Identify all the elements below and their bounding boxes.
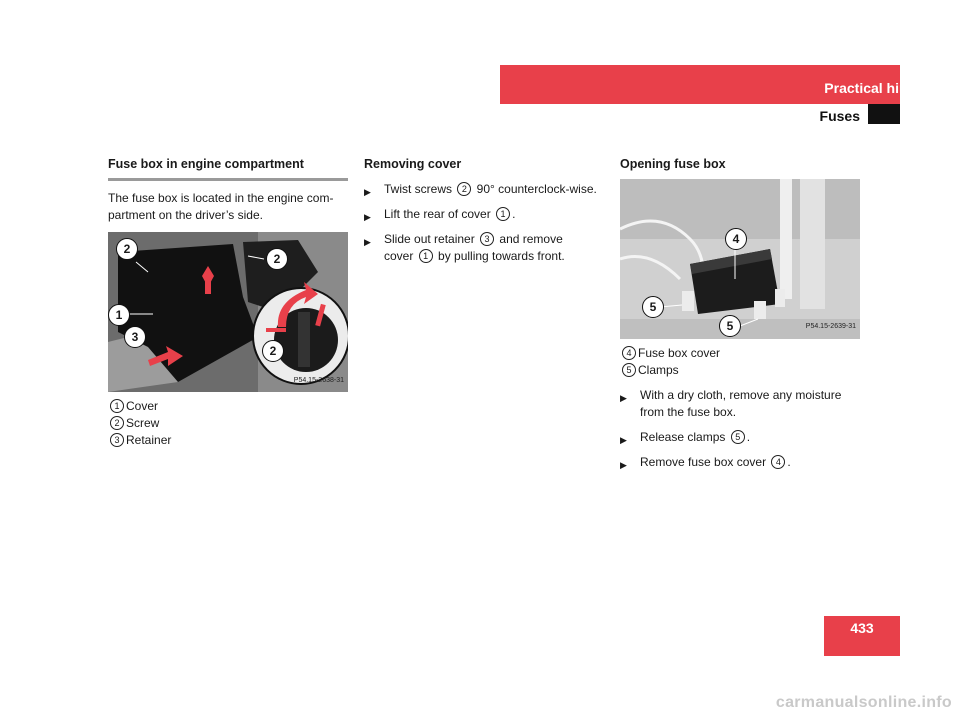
figure1-code: P54.15-2638-31	[293, 377, 344, 384]
step-number: 1	[419, 249, 433, 263]
figure2-callout: 4	[725, 228, 747, 250]
legend-number: 4	[622, 346, 636, 360]
step-text: With a dry cloth, remove any moisture from the fuse box.	[640, 388, 842, 419]
step-text: Remove fuse box cover	[640, 455, 770, 469]
column-opening-fuse-box	[620, 156, 860, 479]
figure1-callout: 1	[108, 304, 130, 326]
step-arrow-icon: ▶	[364, 212, 371, 222]
step-text: .	[787, 455, 791, 469]
section-title: Practical hints	[824, 80, 920, 96]
step-text: .	[512, 207, 516, 221]
step-text: Lift the rear of cover	[384, 207, 495, 221]
fuse-box-figure	[620, 179, 860, 339]
step-number: 2	[457, 182, 471, 196]
figure2-callout: 5	[642, 296, 664, 318]
legend-item	[108, 432, 348, 449]
instruction-step	[364, 181, 604, 198]
heading-opening-fuse-box: Opening fuse box	[620, 157, 726, 171]
engine-compartment-figure	[108, 232, 348, 392]
legend-text: Screw	[126, 416, 160, 430]
legend-text: Fuse box cover	[638, 346, 721, 360]
figure1-callout: 3	[124, 326, 146, 348]
legend-number: 3	[110, 433, 124, 447]
legend-number: 1	[110, 399, 124, 413]
step-text: cover	[384, 249, 417, 263]
heading-rule	[108, 178, 348, 181]
legend-item	[108, 415, 348, 432]
step-arrow-icon: ▶	[364, 187, 371, 197]
step-text: by pulling towards front.	[434, 249, 565, 263]
figure1-callout: 2	[266, 248, 288, 270]
instruction-step	[364, 206, 604, 223]
figure2-legend	[620, 345, 860, 379]
step-text: Slide out retainer	[384, 232, 479, 246]
instruction-step	[364, 231, 604, 265]
figure1-legend	[108, 398, 348, 449]
step-arrow-icon: ▶	[620, 460, 627, 470]
column-fuse-box-location	[108, 156, 348, 449]
heading-fuse-box: Fuse box in engine compartment	[108, 157, 304, 171]
page-number: 433	[850, 620, 874, 636]
column-removing-cover	[364, 156, 604, 273]
step-arrow-icon: ▶	[364, 237, 371, 247]
step-arrow-icon: ▶	[620, 435, 627, 445]
legend-text: Retainer	[126, 433, 172, 447]
step-text: 90° counterclock-wise.	[473, 182, 597, 196]
header-block	[868, 104, 900, 124]
legend-number: 5	[622, 363, 636, 377]
step-number: 1	[496, 207, 510, 221]
subsection-title: Fuses	[819, 108, 860, 124]
figure1-callout: 2	[262, 340, 284, 362]
step-number: 4	[771, 455, 785, 469]
watermark[interactable]: carmanualsonline.info	[775, 694, 952, 711]
figure1-callout: 2	[116, 238, 138, 260]
intro-text: The fuse box is located in the engine com-partment on the driver’s side.	[108, 191, 334, 222]
instruction-step	[620, 429, 860, 446]
step-text: .	[746, 430, 751, 444]
figure2-code: P54.15-2639-31	[805, 323, 856, 330]
legend-text: Clamps	[638, 363, 679, 377]
instruction-step	[620, 454, 860, 471]
legend-text: Cover	[126, 399, 159, 413]
step-arrow-icon: ▶	[620, 393, 627, 403]
legend-item	[108, 398, 348, 415]
legend-item	[620, 345, 860, 362]
instruction-step	[620, 387, 860, 421]
step-text: Twist screws	[384, 182, 456, 196]
step-text: Release clamps	[640, 430, 729, 444]
figure2-callout: 5	[719, 315, 741, 337]
step-text: and remove	[496, 232, 563, 246]
legend-item	[620, 362, 860, 379]
step-number: 5	[731, 430, 745, 444]
engine-compartment-illustration	[108, 232, 348, 392]
step-number: 3	[480, 232, 494, 246]
heading-removing-cover: Removing cover	[364, 157, 462, 171]
legend-number: 2	[110, 416, 124, 430]
